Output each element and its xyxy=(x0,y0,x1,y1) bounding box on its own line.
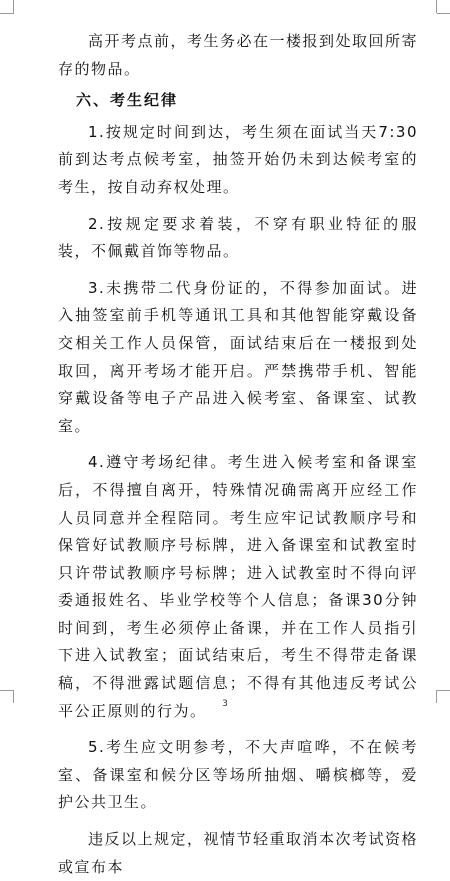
rule-5-civil-conduct: 5.考生应文明参考，不大声喧哗，不在候考室、备课室和候分区等场所抽烟、嚼槟榔等，爱护公共卫生。 xyxy=(58,738,418,812)
crop-mark-top-left xyxy=(0,13,14,14)
crop-mark-top-left-vertical xyxy=(13,0,14,13)
document-body xyxy=(58,28,418,881)
crop-mark-top-right-vertical xyxy=(436,0,437,13)
paragraph-leaving-venue: 高开考点前，考生务必在一楼报到处取回所寄存的物品。 xyxy=(58,32,419,78)
section-heading-discipline: 六、考生纪律 xyxy=(76,91,179,110)
crop-mark-bottom-left xyxy=(0,690,13,691)
rule-1-arrival-time: 1.按规定时间到达，考生须在面试当天7:30前到达考点候考室，抽签开始仍未到达候考室的考生，按自动弃权处理。 xyxy=(58,122,418,196)
closing-paragraph: 违反以上规定，视情节轻重取消本次考试资格或宣布本 xyxy=(58,830,419,876)
page-number: 3 xyxy=(222,699,228,709)
crop-mark-top-right xyxy=(437,13,450,14)
crop-mark-bottom-right xyxy=(437,690,450,691)
rule-4-exam-discipline: 4.遵守考场纪律。考生进入候考室和备课室后，不得擅自离开，特殊情况确需离开应经工作人员同意并全程陪同。考生应牢记试教顺序号和保管好试教顺序号标牌，进入备课室和试教室时只许带试教顺序号标牌；进入试教室时不得向评委通报姓名、毕业学校等个人信息；备课30分钟时间到，考生必须停止备课，并在工作人员指引下进入试教室；面试结束后，考生不得带走备课稿，不得泄露试题信息；不得有其他违反考试公平公正原则的行为。 xyxy=(58,453,418,720)
rule-3-id-and-devices: 3.未携带二代身份证的，不得参加面试。进入抽签室前手机等通讯工具和其他智能穿戴设备交相关工作人员保管，面试结束后在一楼报到处取回，离开考场才能开启。严禁携带手机、智能穿戴设备等电子产品进入候考室、备课室、试教室。 xyxy=(58,278,418,435)
rule-2-dress-code: 2.按规定要求着装，不穿有职业特征的服装，不佩戴首饰等物品。 xyxy=(58,214,418,261)
